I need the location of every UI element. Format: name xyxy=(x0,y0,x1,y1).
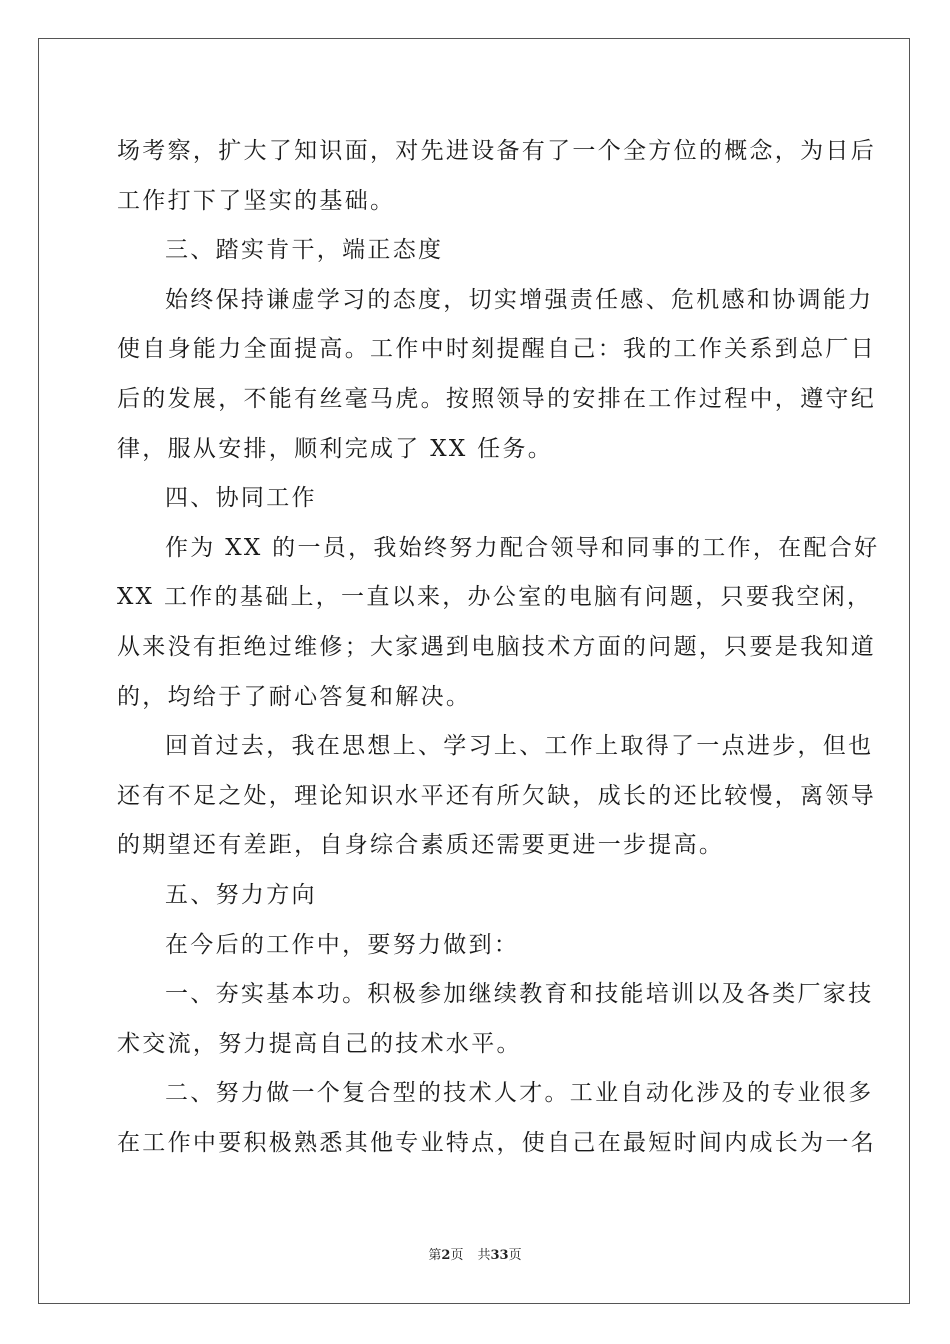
page-number: 2 xyxy=(441,1248,451,1263)
page-footer xyxy=(0,1244,950,1263)
text-line: 作为 XX 的一员，我始终努力配合领导和同事的工作，在配合好 xyxy=(165,534,880,561)
text-line: 在工作中要积极熟悉其他专业特点，使自己在最短时间内成长为一名 xyxy=(117,1129,876,1156)
text-line: 回首过去，我在思想上、学习上、工作上取得了一点进步，但也 xyxy=(165,733,874,760)
text-line: 使自身能力全面提高。工作中时刻提醒自己：我的工作关系到总厂日 xyxy=(117,336,876,363)
text-line: 的，均给于了耐心答复和解决。 xyxy=(117,683,472,710)
text-line: 三、踏实肯干，端正态度 xyxy=(165,237,444,264)
text-line: 工作打下了坚实的基础。 xyxy=(117,187,396,214)
text-line: XX 工作的基础上，一直以来，办公室的电脑有问题，只要我空闲， xyxy=(117,584,873,611)
text-line: 律，服从安排，顺利完成了 XX 任务。 xyxy=(117,435,554,462)
text-line: 五、努力方向 xyxy=(165,881,317,908)
text-line: 从来没有拒绝过维修；大家遇到电脑技术方面的问题，只要是我知道 xyxy=(117,633,876,660)
text-line: 四、协同工作 xyxy=(165,485,317,512)
text-line: 后的发展，不能有丝毫马虎。按照领导的安排在工作过程中，遵守纪 xyxy=(117,385,876,412)
text-line: 还有不足之处，理论知识水平还有所欠缺，成长的还比较慢，离领导 xyxy=(117,782,876,809)
text-line: 二、努力做一个复合型的技术人才。工业自动化涉及的专业很多 xyxy=(165,1080,874,1107)
page-prefix: 第 xyxy=(428,1248,442,1263)
text-line: 始终保持谦虚学习的态度，切实增强责任感、危机感和协调能力 xyxy=(165,286,874,313)
total-suffix: 页 xyxy=(508,1248,522,1263)
text-line: 的期望还有差距，自身综合素质还需要更进一步提高。 xyxy=(117,832,725,859)
total-prefix: 共 xyxy=(477,1248,491,1263)
document-body xyxy=(117,127,880,1168)
text-line: 术交流，努力提高自己的技术水平。 xyxy=(117,1030,522,1057)
total-pages: 33 xyxy=(490,1248,509,1263)
text-line: 场考察，扩大了知识面，对先进设备有了一个全方位的概念，为日后 xyxy=(117,138,876,164)
text-line: 在今后的工作中，要努力做到： xyxy=(165,931,520,958)
text-line: 一、夯实基本功。积极参加继续教育和技能培训以及各类厂家技 xyxy=(165,981,874,1008)
page-suffix: 页 xyxy=(450,1248,464,1263)
